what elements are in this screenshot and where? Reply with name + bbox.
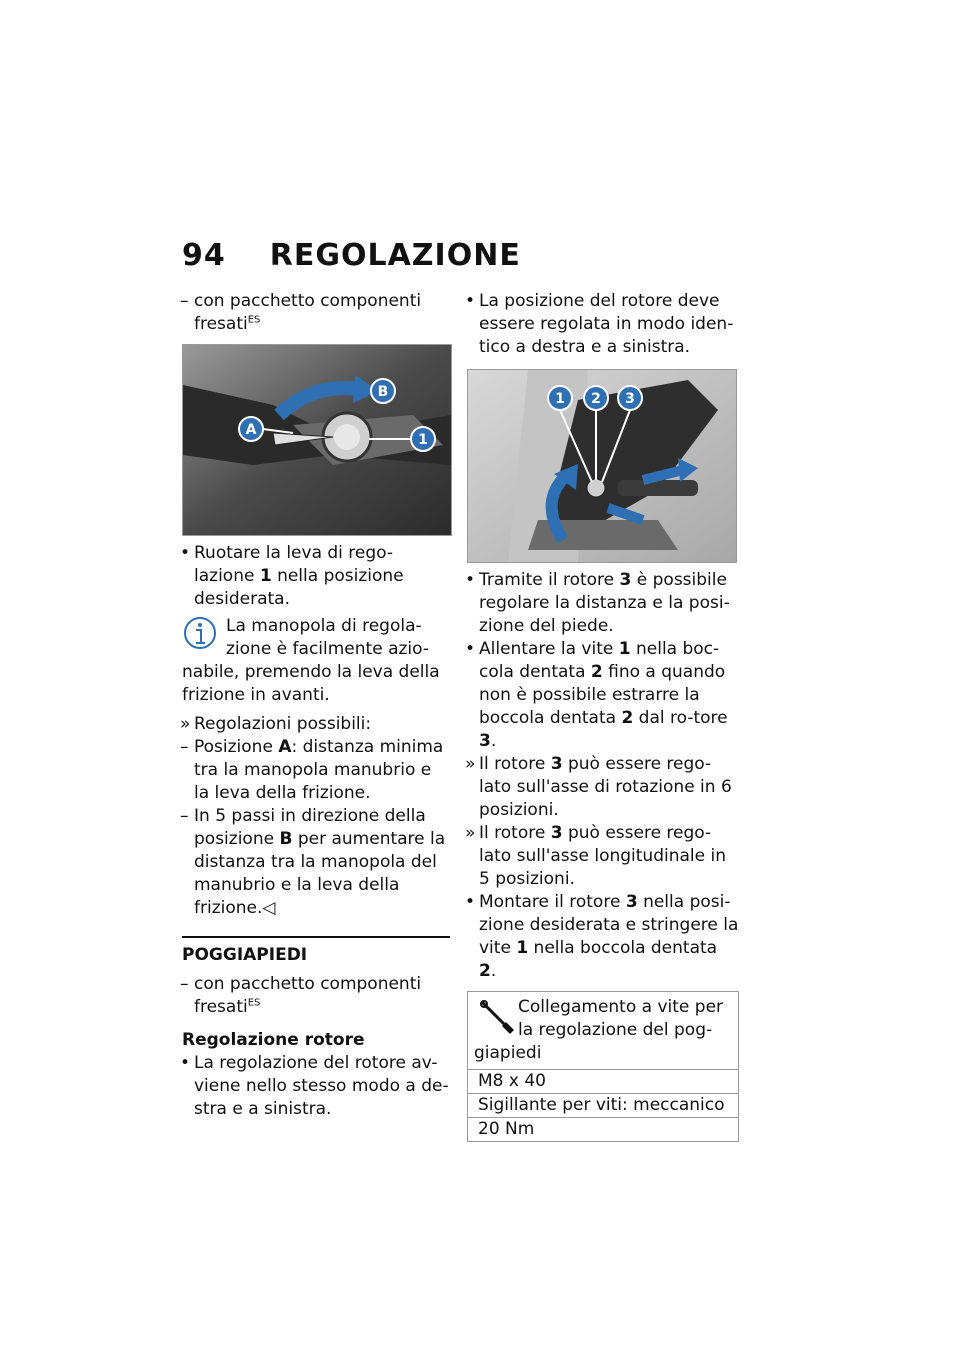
section-title: POGGIAPIEDI bbox=[182, 936, 450, 967]
page-header bbox=[182, 238, 521, 273]
left-column bbox=[182, 290, 450, 1121]
callout-1: 1 bbox=[418, 432, 428, 448]
callout-b: B bbox=[377, 384, 389, 400]
callout-2: 2 bbox=[591, 391, 601, 407]
list-item: » Il rotore 3 può essere rego-lato sull'asse longitudinale in 5 posizioni. bbox=[465, 823, 726, 889]
list-item: • Tramite il rotore 3 è possibile regolare la distanza e la posi-zione del piede. bbox=[465, 570, 730, 636]
page-title: REGOLAZIONE bbox=[269, 238, 521, 273]
list-item: • La posizione del rotore deve essere regolata in modo iden-tico a destra e a sinistra. bbox=[465, 291, 734, 357]
footpeg-illustration bbox=[468, 370, 736, 562]
callout-3: 3 bbox=[625, 391, 635, 407]
list-item: – Posizione A: distanza minima tra la manopola manubrio e la leva della frizione. bbox=[180, 737, 444, 803]
info-note: La manopola di regola-zione è facilmente azio- nabile, premendo la leva della frizione in avanti. bbox=[182, 616, 440, 705]
right-column bbox=[467, 290, 739, 1142]
torque-spec-table bbox=[467, 991, 739, 1142]
subheading: Regolazione rotore bbox=[182, 1030, 365, 1050]
list-item: » Il rotore 3 può essere rego-lato sull'asse di rotazione in 6 posizioni. bbox=[465, 754, 732, 820]
list-item: • Montare il rotore 3 nella posi-zione desiderata e stringere la vite 1 nella boccola dentata 2. bbox=[465, 892, 739, 981]
spec-title: Collegamento a vite per la regolazione del pog- giapiedi bbox=[474, 997, 724, 1063]
list-item: – con pacchetto componenti fresati$^{ES}$ bbox=[180, 974, 422, 1017]
list-item: » Regolazioni possibili: bbox=[180, 714, 372, 734]
list-item: • Ruotare la leva di rego-lazione 1 nella posizione desiderata. bbox=[180, 543, 404, 609]
info-icon bbox=[182, 615, 220, 653]
wrench-icon bbox=[478, 998, 518, 1038]
list-item: • Allentare la vite 1 nella boc-cola dentata 2 fino a quando non è possibile estrarre la boccola dentata 2 dal ro-tore 3. bbox=[465, 639, 728, 751]
footpeg-figure bbox=[467, 369, 737, 563]
spec-sealant: Sigillante per viti: meccanico bbox=[468, 1093, 738, 1117]
list-item: – con pacchetto componenti fresati$^{ES}$ bbox=[180, 291, 422, 334]
callout-1: 1 bbox=[555, 391, 565, 407]
spec-size: M8 x 40 bbox=[468, 1069, 738, 1093]
list-item: • La regolazione del rotore av-viene nello stesso modo a de-stra e a sinistra. bbox=[180, 1053, 449, 1119]
callout-a: A bbox=[245, 422, 257, 438]
end-of-section-mark: ◁ bbox=[262, 898, 276, 918]
clutch-lever-illustration bbox=[183, 345, 451, 535]
spec-torque: 20 Nm bbox=[468, 1117, 738, 1141]
list-item: – In 5 passi in direzione della posizione B per aumentare la distanza tra la manopola del manubrio e la leva della frizione.◁ bbox=[180, 806, 446, 918]
clutch-lever-figure bbox=[182, 344, 452, 536]
page-number: 94 bbox=[182, 238, 226, 273]
